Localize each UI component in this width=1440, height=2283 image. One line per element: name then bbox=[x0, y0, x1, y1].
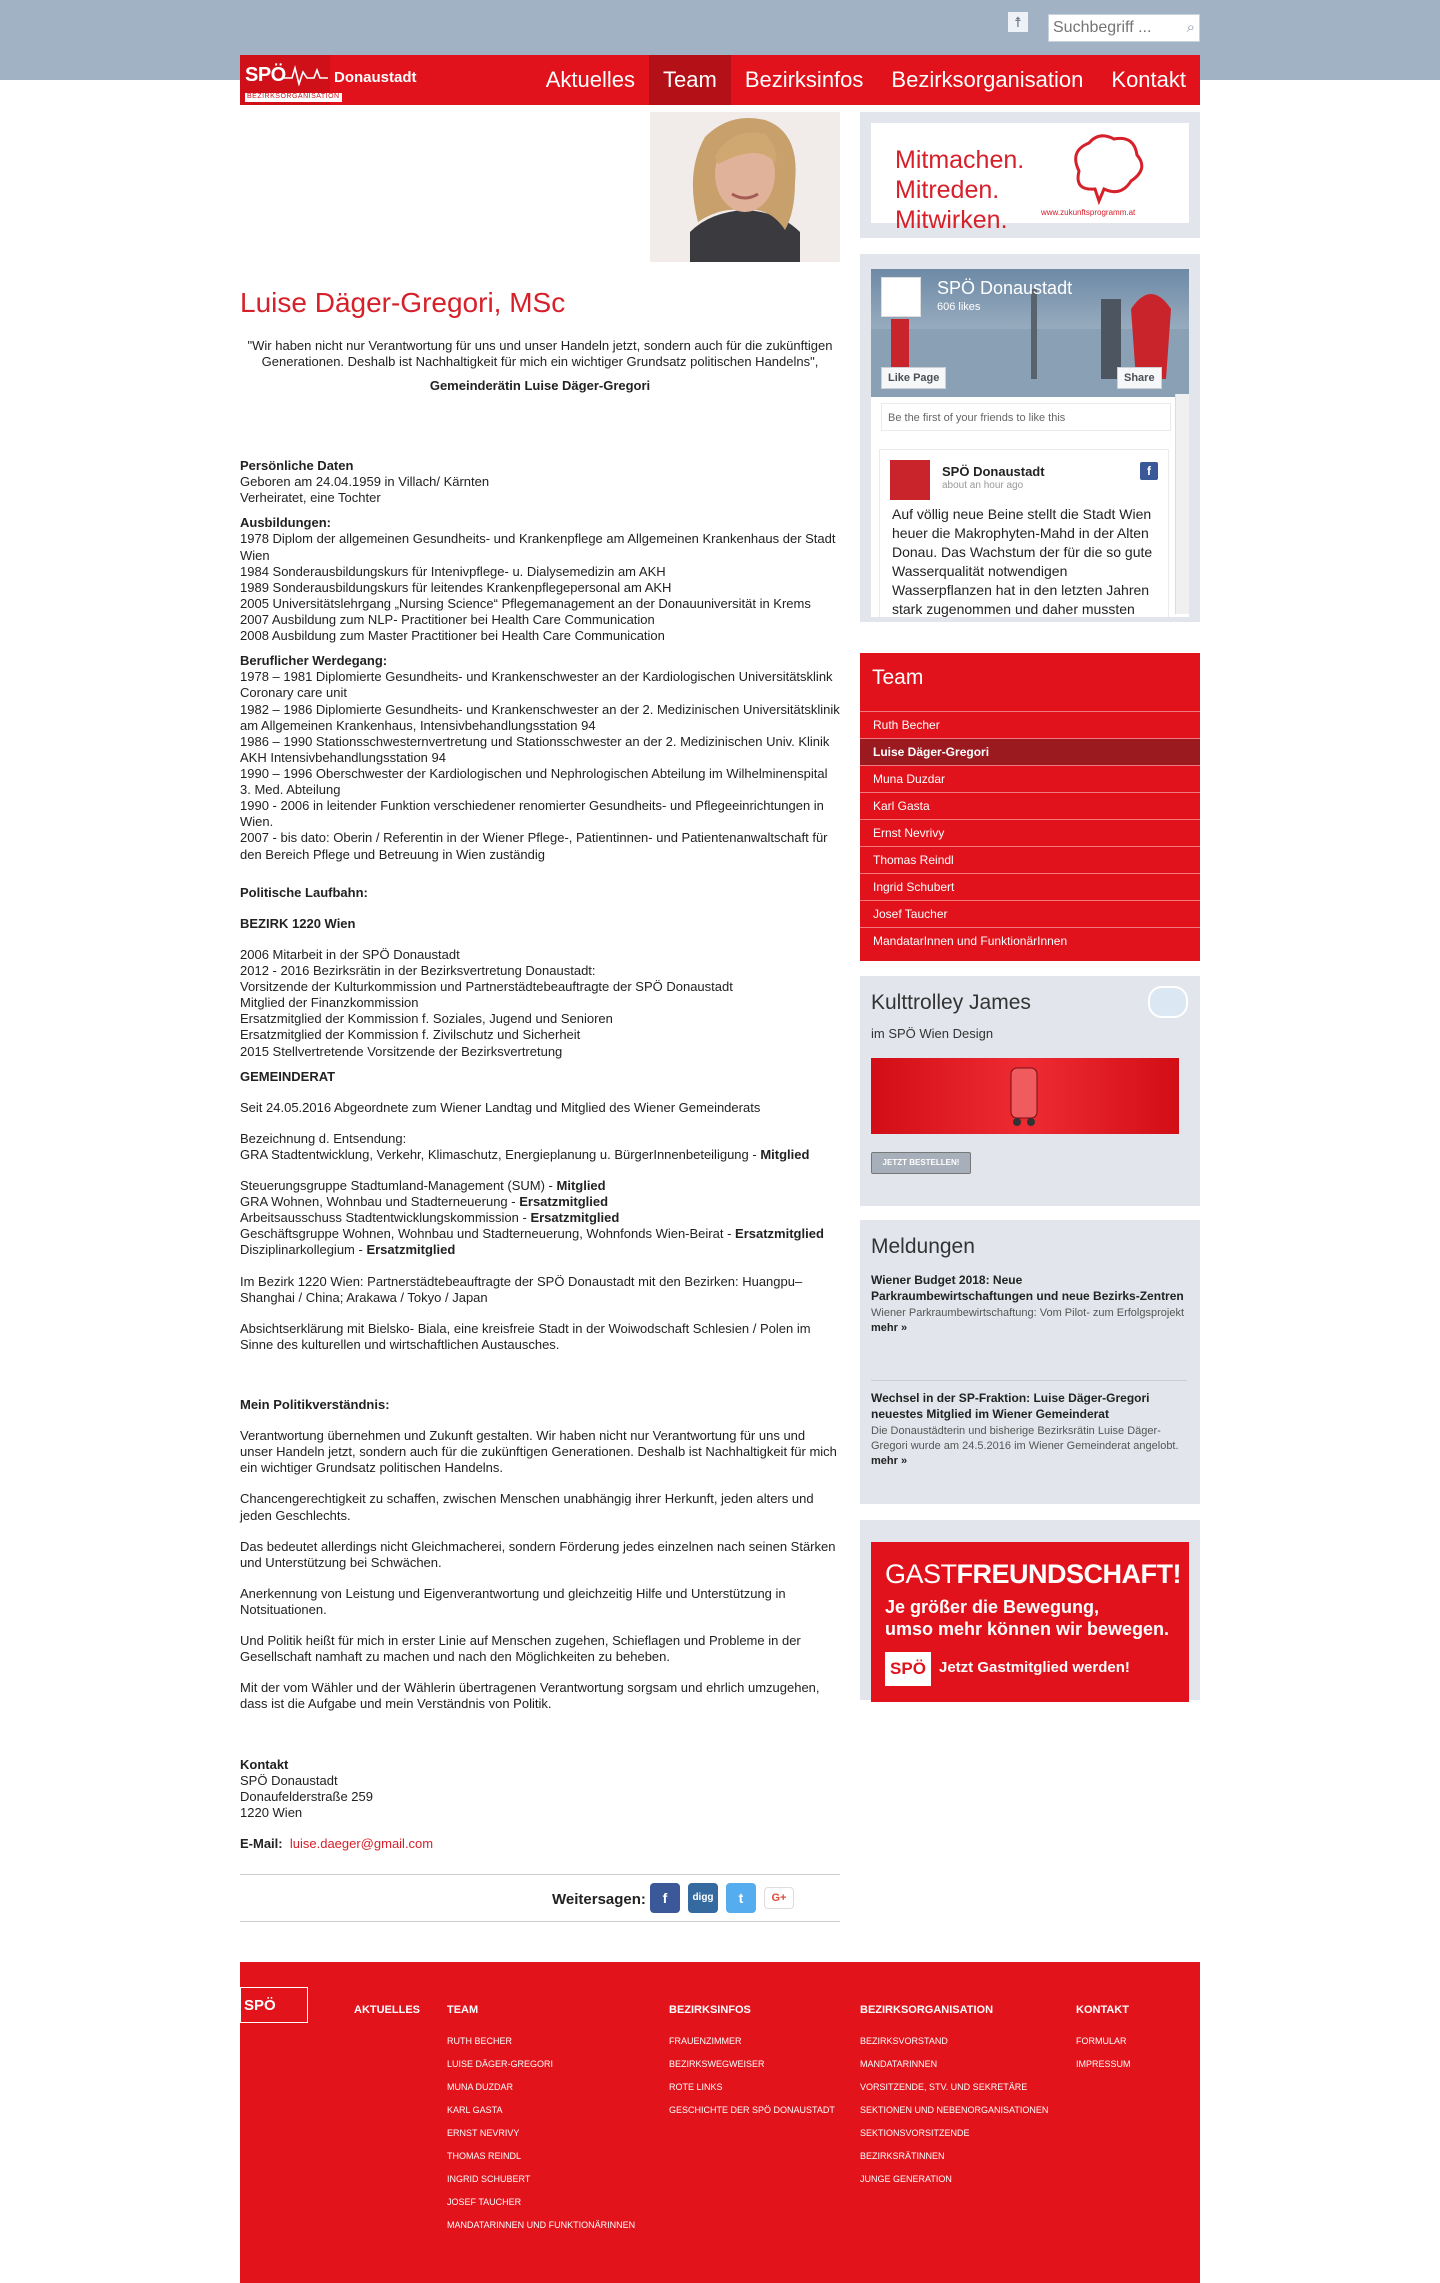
quote bbox=[240, 338, 840, 394]
section-heading: Kontakt bbox=[240, 1756, 289, 1772]
footer-link[interactable]: LUISE DÄGER-GREGORI bbox=[447, 2058, 554, 2069]
banner-spoe-logo: SPÖ bbox=[885, 1652, 931, 1686]
section-heading: GEMEINDERAT bbox=[240, 1068, 336, 1084]
bio-line: 2008 Ausbildung zum Master Practitioner bei Health Care Communication bbox=[240, 628, 665, 644]
footer-heading[interactable]: AKTUELLES bbox=[354, 2004, 420, 2016]
footer-col-bezirksorganisation bbox=[860, 2004, 1048, 2197]
team-item[interactable]: MandatarInnen und FunktionärInnen bbox=[860, 927, 1200, 954]
bio-line: GRA Stadtentwicklung, Verkehr, Klimaschutz, Energieplanung u. BürgerInnenbeteiligung - Mitglied bbox=[240, 1146, 810, 1162]
share-bar bbox=[240, 1874, 840, 1922]
footer-link[interactable]: SEKTIONSVORSITZENDE bbox=[860, 2127, 970, 2138]
nav-bezirksorganisation[interactable]: Bezirksorganisation bbox=[891, 67, 1084, 92]
bio-line: Anerkennung von Leistung und Eigenverantwortung und gleichzeitig Hilfe und Unterstützung in Notsituationen. bbox=[240, 1585, 786, 1618]
facebook-widget bbox=[860, 254, 1200, 622]
bio-line: Chancengerechtigkeit zu schaffen, zwischen Menschen unabhängig ihrer Herkunft, jeden alters und jeden Geschlechts. bbox=[240, 1491, 814, 1523]
footer-link[interactable]: THOMAS REINDL bbox=[447, 2150, 522, 2161]
bio-line: Verantwortung übernehmen und Zukunft gestalten. Wir haben nicht nur Verantwortung für uns und unser Handeln jetzt, sondern auch für die zukünftigen Generationen. Deshalb ist Nachhaltigkeit für mich ein wichtiger Grundsatz politischen Handelns. bbox=[240, 1428, 837, 1476]
nav-kontakt[interactable]: Kontakt bbox=[1111, 67, 1186, 92]
news-more-link[interactable]: mehr » bbox=[871, 1322, 908, 1334]
news-separator bbox=[871, 1380, 1187, 1381]
bio-line: Steuerungsgruppe Stadtumland-Management (SUM) - Mitglied bbox=[240, 1178, 606, 1194]
footer-heading[interactable]: TEAM bbox=[447, 2004, 479, 2016]
contact-line: 1220 Wien bbox=[240, 1804, 303, 1820]
facebook-page-logo[interactable] bbox=[881, 277, 921, 317]
bio-line: 2007 - bis dato: Oberin / Referentin in der Wiener Pflege-, Patientinnen- und Patientenanwaltschaft für den Bereich Pflege und Betreuung in Wien zuständig bbox=[240, 830, 828, 862]
team-item[interactable]: Josef Taucher bbox=[860, 900, 1200, 927]
footer-heading[interactable]: KONTAKT bbox=[1076, 2004, 1129, 2016]
quote-author: Gemeinderätin Luise Däger-Gregori bbox=[429, 378, 651, 394]
page-title: Luise Däger-Gregori, MSc bbox=[240, 287, 566, 318]
bio-line: Arbeitsausschuss Stadtentwicklungskommission - Ersatzmitglied bbox=[240, 1210, 620, 1226]
bio-line: Absichtserklärung mit Bielsko- Biala, eine kreisfreie Stadt in der Woiwodschaft Schlesien / Polen im Sinne des kulturellen und wirtschaftlichen Austausches. bbox=[240, 1320, 811, 1352]
portrait-photo bbox=[650, 112, 840, 262]
heartbeat-logo-icon bbox=[284, 64, 328, 86]
mitmachen-banner[interactable] bbox=[860, 112, 1200, 238]
bio-text bbox=[240, 458, 840, 1852]
section-heading: Ausbildungen: bbox=[240, 515, 331, 531]
team-item[interactable]: Ruth Becher bbox=[860, 711, 1200, 738]
bio-line: Mit der vom Wähler und der Wählerin übertragenen Verantwortung sorgsam und ehrlich umzugehen, dass ist die Aufgabe und mein Verständnis von Politik. bbox=[240, 1680, 820, 1712]
gastfreundschaft-box bbox=[860, 1520, 1200, 1700]
post-time[interactable]: about an hour ago bbox=[942, 480, 1024, 491]
banner-line: Mitwirken. bbox=[895, 206, 1008, 234]
banner-cta: Jetzt Gastmitglied werden! bbox=[939, 1659, 1130, 1676]
facebook-icon: f bbox=[1140, 462, 1158, 480]
bio-line: 1986 – 1990 Stationsschwesternvertretung und Stationsschwester an der 2. Medizinischen Univ. Klinik AKH Intensivbehandlungsstation 94 bbox=[240, 733, 830, 765]
team-item[interactable]: Ernst Nevrivy bbox=[860, 819, 1200, 846]
accessibility-icon[interactable]: ☨ bbox=[1008, 12, 1028, 32]
section-heading: BEZIRK 1220 Wien bbox=[240, 915, 356, 931]
section-heading: Mein Politikverständnis: bbox=[240, 1397, 390, 1413]
team-menu-title: Team bbox=[872, 666, 924, 689]
email-link[interactable]: luise.daeger@gmail.com bbox=[289, 1836, 434, 1851]
facebook-like-button[interactable]: Like Page bbox=[881, 367, 946, 389]
email-line bbox=[240, 1836, 840, 1852]
search-icon[interactable]: ⌕ bbox=[1186, 19, 1195, 36]
team-item[interactable]: Ingrid Schubert bbox=[860, 873, 1200, 900]
bio-line: Disziplinarkollegium - Ersatzmitglied bbox=[240, 1242, 456, 1258]
bio-line: 1984 Sonderausbildungskurs für Intenivpflege- u. Dialysemedizin am AKH bbox=[240, 563, 666, 579]
logo-text: SPÖ bbox=[245, 64, 286, 86]
bio-line: Geboren am 24.04.1959 in Villach/ Kärnten bbox=[240, 474, 490, 490]
footer-link[interactable]: MUNA DUZDAR bbox=[447, 2081, 514, 2092]
facebook-likes: 606 likes bbox=[937, 301, 981, 313]
footer-heading[interactable]: BEZIRKSINFOS bbox=[669, 2004, 751, 2016]
gastfreundschaft-banner[interactable] bbox=[871, 1542, 1189, 1702]
news-box bbox=[860, 1220, 1200, 1504]
footer-link[interactable]: FORMULAR bbox=[1076, 2035, 1127, 2046]
footer-link[interactable]: ROTE LINKS bbox=[669, 2081, 723, 2092]
footer-logo[interactable]: SPÖ bbox=[240, 1987, 308, 2023]
team-item[interactable]: Thomas Reindl bbox=[860, 846, 1200, 873]
post-author[interactable]: SPÖ Donaustadt bbox=[942, 464, 1045, 479]
footer-link[interactable]: BEZIRKSRÄTINNEN bbox=[860, 2150, 945, 2161]
facebook-page-name[interactable]: SPÖ Donaustadt bbox=[937, 278, 1073, 298]
bio-line: Ersatzmitglied der Kommission f. Soziales, Jugend und Senioren bbox=[240, 1011, 613, 1027]
banner-line: Mitreden. bbox=[895, 176, 1000, 204]
news-title: Meldungen bbox=[871, 1235, 975, 1258]
trolley-banner[interactable] bbox=[871, 1058, 1179, 1134]
bio-line: 2007 Ausbildung zum NLP- Practitioner bei Health Care Communication bbox=[240, 611, 655, 627]
facebook-friends-note: Be the first of your friends to like this bbox=[881, 403, 1171, 431]
news-more-link[interactable]: mehr » bbox=[871, 1455, 908, 1467]
bio-line: Das bedeutet allerdings nicht Gleichmacherei, sondern Förderung jedes einzelnen nach seinen Stärken und Unterstützung bei Schwächen. bbox=[240, 1538, 836, 1570]
footer-link[interactable]: BEZIRKSWEGWEISER bbox=[669, 2058, 765, 2069]
bio-line: Und Politik heißt für mich in erster Linie auf Menschen zugehen, Schieflagen und Probleme in der Gesellschaft namhaft zu machen und nach den Möglichkeiten zu beheben. bbox=[240, 1633, 801, 1665]
news-item bbox=[871, 1272, 1187, 1336]
post-text: Auf völlig neue Beine stellt die Stadt Wien heuer die Makrophyten-Mahd in der Alten Donau. Das Wachstum der für die so gute Wasserqualität notwendigen Wasserpflanzen hat in den letzten Jahren stark zugenommen und daher mussten bbox=[892, 506, 1153, 617]
bio-line: 1978 Diplom der allgemeinen Gesundheits- und Krankenpflege am Allgemeinen Krankenhaus der Stadt Wien bbox=[240, 531, 836, 563]
bio-line: Seit 24.05.2016 Abgeordnete zum Wiener Landtag und Mitglied des Wiener Gemeinderats bbox=[240, 1099, 761, 1115]
team-item-selected[interactable]: Luise Däger-Gregori bbox=[860, 738, 1200, 765]
carnation-icon bbox=[1059, 131, 1149, 205]
kulttrolley-title: Kulttrolley James bbox=[871, 991, 1031, 1014]
footer-col-bezirksinfos bbox=[669, 2004, 835, 2128]
bio-line: Mitglied der Finanzkommission bbox=[240, 995, 419, 1011]
bio-line: 1990 - 2006 in leitender Funktion verschiedener renomierter Gesundheits- und Pflegeeinrichtungen in Wien. bbox=[240, 798, 824, 830]
footer-heading[interactable]: BEZIRKSORGANISATION bbox=[860, 2004, 994, 2016]
bio-line: Ersatzmitglied der Kommission f. Zivilschutz und Sicherheit bbox=[240, 1027, 581, 1043]
team-item[interactable]: Karl Gasta bbox=[860, 792, 1200, 819]
bio-line: 1978 – 1981 Diplomierte Gesundheits- und Krankenschwester an der Kardiologischen Universitätsklink Coronary care unit bbox=[240, 669, 833, 701]
team-menu bbox=[860, 653, 1200, 961]
footer-link[interactable]: IMPRESSUM bbox=[1076, 2058, 1131, 2069]
bio-line: 1989 Sonderausbildungskurs für leitendes Krankenpflegepersonal am AKH bbox=[240, 579, 672, 595]
footer-link[interactable]: GESCHICHTE DER SPÖ DONAUSTADT bbox=[669, 2104, 835, 2115]
footer-link[interactable]: MANDATARINNEN bbox=[860, 2058, 938, 2069]
bio-line: Im Bezirk 1220 Wien: Partnerstädtebeauftragte der SPÖ Donaustadt mit den Bezirken: Huangpu–Shanghai / China; Arakawa / Tokyo / Japan bbox=[240, 1273, 803, 1305]
footer-link[interactable]: SEKTIONEN UND NEBENORGANISATIONEN bbox=[860, 2104, 1049, 2115]
bio-line: 1982 – 1986 Diplomierte Gesundheits- und Krankenschwester an der 2. Medizinischen Universitätsklinik am Allgemeinen Krankenhaus, Intensivbehandlungsstation 94 bbox=[240, 701, 840, 733]
news-item bbox=[871, 1390, 1187, 1469]
footer-link[interactable]: VORSITZENDE, STV. UND SEKRETÄRE bbox=[860, 2081, 1028, 2092]
section-heading: Politische Laufbahn: bbox=[240, 884, 368, 900]
post-avatar bbox=[890, 460, 930, 500]
footer-link[interactable]: JUNGE GENERATION bbox=[860, 2173, 952, 2184]
footer-link[interactable]: INGRID SCHUBERT bbox=[447, 2173, 531, 2184]
footer-link[interactable]: ERNST NEVRIVY bbox=[447, 2127, 520, 2138]
footer-link[interactable]: MANDATARINNEN UND FUNKTIONÄRINNEN bbox=[447, 2219, 636, 2230]
news-teaser: Die Donaustädterin und bisherige Bezirksrätin Luise Däger-Gregori wurde am 24.5.2016 im Wiener Gemeinderat angelobt. bbox=[871, 1425, 1179, 1452]
widget-scrollbar[interactable] bbox=[1175, 394, 1189, 614]
share-label: Weitersagen: bbox=[552, 1891, 646, 1908]
news-headline[interactable]: Wechsel in der SP-Fraktion: Luise Däger-Gregori neuestes Mitglied im Wiener Gemeinderat bbox=[871, 1391, 1150, 1421]
contact-line: SPÖ Donaustadt bbox=[240, 1772, 338, 1788]
bio-line: Vorsitzende der Kulturkommission und Partnerstädtebeauftragte der SPÖ Donaustadt bbox=[240, 979, 733, 995]
bio-line: Verheiratet, eine Tochter bbox=[240, 490, 381, 506]
bio-line: GRA Wohnen, Wohnbau und Stadterneuerung - Ersatzmitglied bbox=[240, 1194, 609, 1210]
section-heading: Persönliche Daten bbox=[240, 458, 354, 473]
section-heading: Beruflicher Werdegang: bbox=[240, 653, 388, 669]
footer bbox=[240, 1962, 1200, 2283]
kulttrolley-box bbox=[860, 976, 1200, 1206]
quote-text: "Wir haben nicht nur Verantwortung für uns und unser Handeln jetzt, sondern auch für die zukünftigen Generationen. Deshalb ist Nachhaltigkeit für mich ein wichtiger Grundsatz politischen Handelns", bbox=[247, 338, 833, 370]
digg-share-icon[interactable]: digg bbox=[688, 1883, 718, 1913]
nav-aktuelles[interactable]: Aktuelles bbox=[545, 67, 636, 92]
speech-bubble-icon bbox=[1148, 986, 1188, 1018]
team-item[interactable]: Muna Duzdar bbox=[860, 765, 1200, 792]
footer-col-kontakt bbox=[1076, 2004, 1131, 2082]
bio-line: Geschäftsgruppe Wohnen, Wohnbau und Stadterneuerung, Wohnfonds Wien-Beirat - Ersatzmitglied bbox=[240, 1226, 824, 1242]
news-headline[interactable]: Wiener Budget 2018: Neue Parkraumbewirtschaftungen und neue Bezirks-Zentren bbox=[871, 1273, 1184, 1303]
email-label: E-Mail: bbox=[240, 1836, 283, 1851]
googleplus-share-icon[interactable]: G+ bbox=[764, 1887, 794, 1909]
nav-team[interactable]: Team bbox=[649, 55, 731, 105]
main-navigation bbox=[240, 55, 1200, 105]
bio-line: 2012 - 2016 Bezirksrätin in der Bezirksvertretung Donaustadt: bbox=[240, 962, 596, 978]
bio-line: Bezeichnung d. Entsendung: bbox=[240, 1130, 407, 1146]
bio-line: 1990 – 1996 Oberschwester der Kardiologischen und Nephrologischen Abteilung im Wilhelminenspital 3. Med. Abteilung bbox=[240, 765, 828, 798]
footer-link[interactable]: RUTH BECHER bbox=[447, 2035, 513, 2046]
facebook-share-icon[interactable]: f bbox=[650, 1883, 680, 1913]
logo-subtitle: BEZIRKSORGANISATION bbox=[247, 93, 340, 100]
search-box[interactable] bbox=[1048, 14, 1200, 42]
twitter-share-icon[interactable]: t bbox=[726, 1883, 756, 1913]
search-input[interactable] bbox=[1049, 15, 1167, 41]
bio-line: 2006 Mitarbeit in der SPÖ Donaustadt bbox=[240, 946, 460, 962]
kulttrolley-subtitle: im SPÖ Wien Design bbox=[871, 1026, 994, 1041]
banner-claim: Je größer die Bewegung, umso mehr können wir bewegen. bbox=[885, 1597, 1170, 1639]
footer-link[interactable]: KARL GASTA bbox=[447, 2104, 503, 2115]
banner-headline: GASTFREUNDSCHAFT! bbox=[885, 1559, 1181, 1589]
menu bbox=[532, 55, 1200, 105]
footer-col-aktuelles bbox=[354, 2004, 420, 2036]
bio-line: 2015 Stellvertretende Vorsitzende der Bezirksvertretung bbox=[240, 1043, 563, 1059]
footer-link[interactable]: JOSEF TAUCHER bbox=[447, 2196, 522, 2207]
facebook-share-button[interactable]: Share bbox=[1117, 367, 1162, 389]
footer-col-team bbox=[447, 2004, 635, 2243]
facebook-post bbox=[879, 449, 1169, 617]
bio-line: 2005 Universitätslehrgang „Nursing Science“ Pflegemanagement an der Donauuniversität in Krems bbox=[240, 595, 811, 611]
spoe-logo[interactable] bbox=[240, 55, 340, 105]
news-teaser: Wiener Parkraumbewirtschaftung: Vom Pilot- zum Erfolgsprojekt bbox=[871, 1307, 1185, 1319]
banner-line: Mitmachen. bbox=[895, 146, 1025, 174]
nav-bezirksinfos[interactable]: Bezirksinfos bbox=[744, 67, 864, 92]
footer-link[interactable]: FRAUENZIMMER bbox=[669, 2035, 742, 2046]
contact-line: Donaufelderstraße 259 bbox=[240, 1788, 373, 1804]
order-now-button[interactable]: JETZT BESTELLEN! bbox=[871, 1152, 971, 1174]
footer-link[interactable]: BEZIRKSVORSTAND bbox=[860, 2035, 948, 2046]
banner-url[interactable]: www.zukunftsprogramm.at bbox=[1041, 208, 1136, 217]
district-name: Donaustadt bbox=[334, 69, 417, 86]
